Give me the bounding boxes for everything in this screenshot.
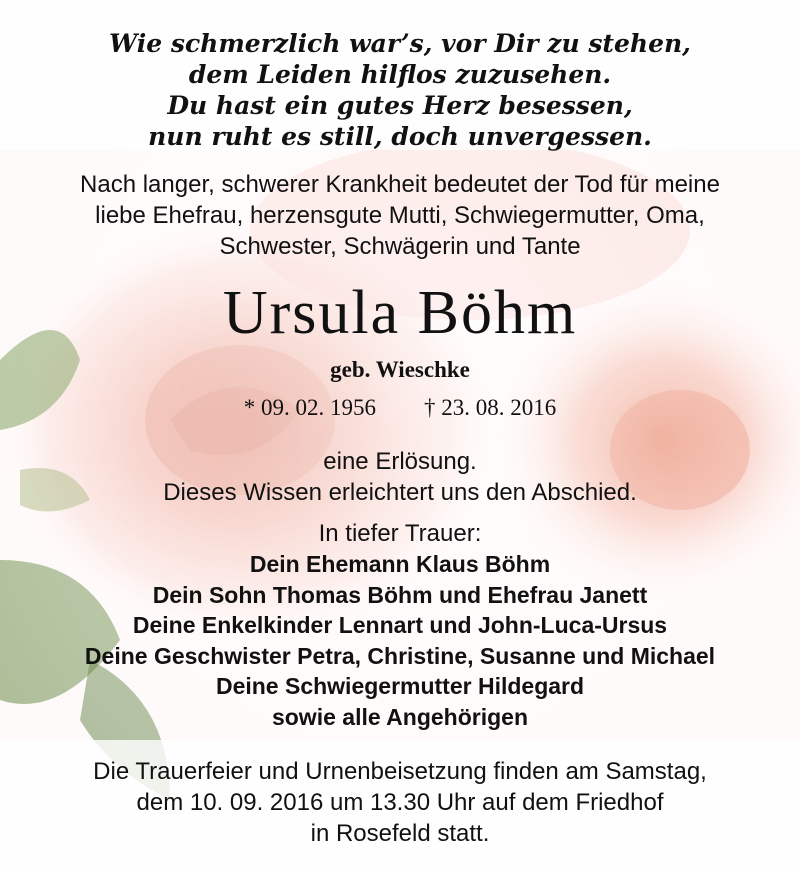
mourner-line: Deine Enkelkinder Lennart und John-Luca-Ursus — [132, 612, 668, 638]
maiden-name: geb. Wieschke — [330, 357, 470, 382]
death-date: † 23. 08. 2016 — [424, 395, 557, 420]
funeral-line: Die Trauerfeier und Urnenbeisetzung finden am Samstag, — [93, 758, 707, 785]
funeral-line: in Rosefeld statt. — [310, 820, 490, 847]
mourner-line: Deine Schwiegermutter Hildegard — [215, 673, 585, 699]
release-line: Dieses Wissen erleichtert uns den Abschied. — [163, 479, 637, 506]
intro-line: liebe Ehefrau, herzensgute Mutti, Schwiegermutter, Oma, — [95, 202, 705, 229]
intro-line: Schwester, Schwägerin und Tante — [219, 233, 581, 260]
intro-line: Nach langer, schwerer Krankheit bedeutet der Tod für meine — [80, 171, 720, 198]
poem-line: Wie schmerzlich war’s, vor Dir zu stehen, — [109, 29, 691, 58]
deceased-name: Ursula Böhm — [222, 279, 578, 347]
birth-date: * 09. 02. 1956 — [243, 395, 376, 420]
mourners-list — [0, 549, 800, 732]
mourner-line: sowie alle Angehörigen — [271, 703, 529, 730]
funeral-info — [0, 756, 800, 849]
funeral-line: dem 10. 09. 2016 um 13.30 Uhr auf dem Friedhof — [136, 789, 664, 816]
release-text — [0, 446, 800, 508]
intro-text — [0, 169, 800, 262]
poem-line: Du hast ein gutes Herz besessen, — [167, 91, 633, 120]
mourner-line: Dein Ehemann Klaus Böhm — [249, 551, 551, 577]
poem-line: nun ruht es still, doch unvergessen. — [148, 122, 652, 151]
mourner-line: Dein Sohn Thomas Böhm und Ehefrau Janett — [152, 581, 648, 608]
memorial-poem — [0, 28, 800, 152]
mourners-heading: In tiefer Trauer: — [318, 520, 482, 547]
mourner-line: Deine Geschwister Petra, Christine, Susanne und Michael — [84, 642, 716, 669]
life-dates — [0, 393, 800, 423]
poem-line: dem Leiden hilflos zuzusehen. — [188, 60, 612, 89]
release-line: eine Erlösung. — [323, 448, 477, 475]
